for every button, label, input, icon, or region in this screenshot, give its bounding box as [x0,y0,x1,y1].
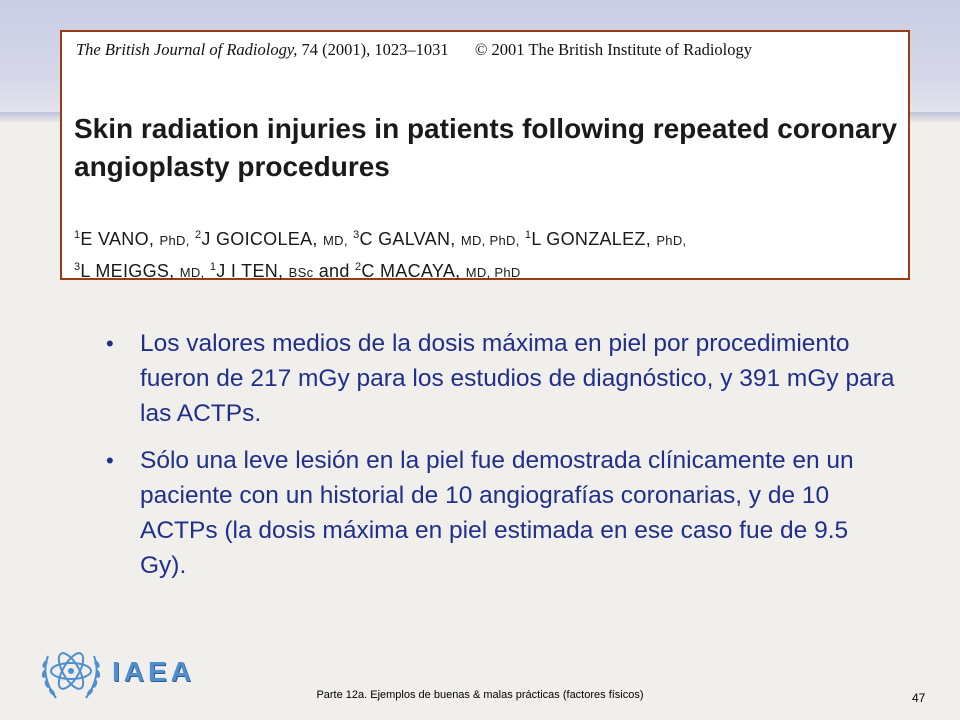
bullet-dot-icon: • [106,331,114,356]
author-name: J I TEN, [216,261,284,281]
paper-excerpt [60,30,910,280]
authors-conjunction: and [318,261,350,281]
author-name: C GALVAN, [359,229,456,249]
author-affiliation: 1 [524,229,532,241]
author-degree: MD, [323,233,348,248]
author [525,229,687,249]
author-degree: BSc [288,265,314,280]
author [210,261,314,281]
bullet-list [100,326,900,595]
bullet-item [100,443,900,583]
author-affiliation: 1 [209,261,217,273]
author-affiliation: 3 [353,229,360,241]
footer-caption: Parte 12a. Ejemplos de buenas & malas prácticas (factores físicos) [316,689,644,701]
slide-number: 47 [912,691,926,705]
author-affiliation: 1 [74,229,81,241]
author-degree: MD, PhD [465,265,521,280]
author [355,261,521,281]
paper-title: Skin radiation injuries in patients following repeated coronary angioplasty procedures [74,113,898,182]
author-name: E VANO, [80,229,155,249]
author [353,229,520,249]
author-degree: PhD, [159,233,190,248]
author-affiliation: 3 [74,261,81,273]
bullet-text: Los valores medios de la dosis máxima en piel por procedimiento fueron de 217 mGy para los estudios de diagnóstico, y 391 mGy para las ACTPs. [140,330,895,427]
author [195,229,348,249]
author-name: L MEIGGS, [80,261,175,281]
bullet-dot-icon: • [106,448,114,473]
bullet-item [100,326,900,431]
journal-citation [76,40,752,60]
author-list [74,222,904,286]
journal-reference: 74 (2001), 1023–1031 [301,40,449,59]
author-degree: MD, [179,265,205,280]
author [74,261,205,281]
author-degree: MD, PhD, [460,233,520,248]
bullet-text: Sólo una leve lesión en la piel fue demostrada clínicamente en un paciente con un historial de 10 angiografías coronarias, y de 10 ACTPs (la dosis máxima en piel estimada en ese caso fue de 9.5 Gy). [140,447,854,579]
author-name: L GONZALEZ, [531,229,652,249]
author-name: J GOICOLEA, [201,229,318,249]
iaea-wordmark: IAEA [112,656,195,687]
author-name: C MACAYA, [361,261,461,281]
copyright-notice: © 2001 The British Institute of Radiology [474,40,753,59]
author-degree: PhD, [656,233,687,248]
journal-name: The British Journal of Radiology, [76,40,298,59]
author [74,229,190,249]
author-affiliation: 2 [194,229,202,241]
author-affiliation: 2 [354,261,362,273]
